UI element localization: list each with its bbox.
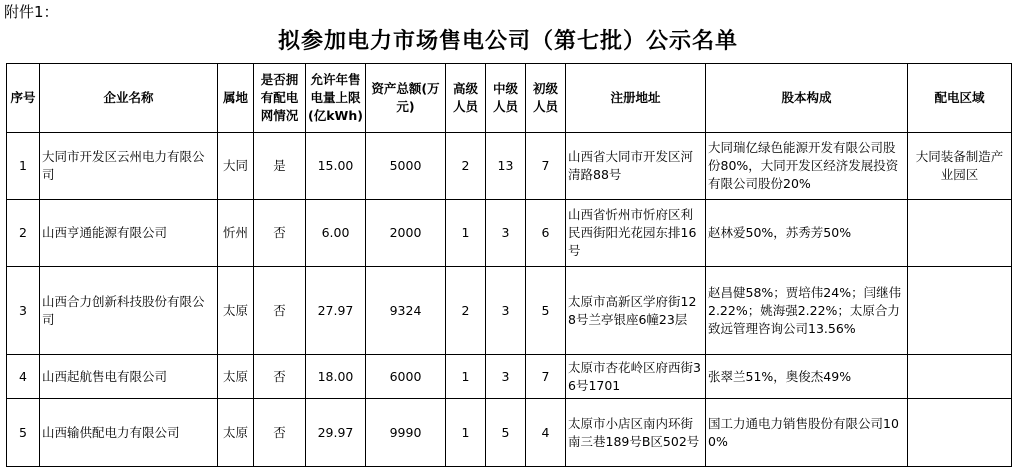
cell-mid: 3	[486, 200, 526, 267]
cell-distribution-area	[908, 200, 1012, 267]
cell-grid: 否	[254, 267, 306, 355]
header-name: 企业名称	[40, 64, 218, 133]
company-roster-table	[6, 63, 1012, 467]
cell-distribution-area	[908, 355, 1012, 399]
cell-assets: 9324	[366, 267, 446, 355]
cell-seq: 5	[7, 399, 40, 467]
cell-capacity: 15.00	[306, 133, 366, 200]
cell-address: 太原市小店区南内环街南三巷189号B区502号	[566, 399, 706, 467]
cell-junior: 5	[526, 267, 566, 355]
cell-distribution-area	[908, 399, 1012, 467]
cell-grid: 否	[254, 355, 306, 399]
cell-senior: 1	[446, 399, 486, 467]
header-mid: 中级人员	[486, 64, 526, 133]
cell-region: 太原	[218, 355, 254, 399]
cell-assets: 9990	[366, 399, 446, 467]
cell-address: 太原市杏花岭区府西街36号1701	[566, 355, 706, 399]
cell-capacity: 29.97	[306, 399, 366, 467]
cell-assets: 2000	[366, 200, 446, 267]
table-row	[7, 200, 1012, 267]
attachment-label: 附件1：	[4, 3, 59, 21]
header-address: 注册地址	[566, 64, 706, 133]
cell-mid: 3	[486, 267, 526, 355]
cell-mid: 3	[486, 355, 526, 399]
cell-address: 山西省忻州市忻府区利民西街阳光花园东排16号	[566, 200, 706, 267]
cell-seq: 3	[7, 267, 40, 355]
cell-senior: 1	[446, 200, 486, 267]
cell-shareholding: 大同瑞亿绿色能源开发有限公司股份80%，大同开发区经济发展投资有限公司股份20%	[706, 133, 908, 200]
header-distribution-area: 配电区域	[908, 64, 1012, 133]
cell-senior: 2	[446, 267, 486, 355]
table-row	[7, 133, 1012, 200]
table-header-row	[7, 64, 1012, 133]
cell-shareholding: 国工力通电力销售股份有限公司100%	[706, 399, 908, 467]
cell-distribution-area	[908, 267, 1012, 355]
cell-address: 太原市高新区学府街128号兰亭银座6幢23层	[566, 267, 706, 355]
cell-shareholding: 赵昌健58%；贾培伟24%；闫继伟2.22%；姚海强2.22%；太原合力致远管理咨询公司13.56%	[706, 267, 908, 355]
cell-assets: 6000	[366, 355, 446, 399]
cell-region: 忻州	[218, 200, 254, 267]
cell-grid: 否	[254, 200, 306, 267]
cell-name: 大同市开发区云州电力有限公司	[40, 133, 218, 200]
cell-region: 大同	[218, 133, 254, 200]
cell-mid: 13	[486, 133, 526, 200]
cell-junior: 4	[526, 399, 566, 467]
header-shareholding: 股本构成	[706, 64, 908, 133]
cell-mid: 5	[486, 399, 526, 467]
cell-region: 太原	[218, 399, 254, 467]
cell-distribution-area: 大同装备制造产业园区	[908, 133, 1012, 200]
page-title: 拟参加电力市场售电公司（第七批）公示名单	[277, 29, 738, 54]
cell-shareholding: 赵林爱50%，苏秀芳50%	[706, 200, 908, 267]
cell-name: 山西合力创新科技股份有限公司	[40, 267, 218, 355]
cell-capacity: 27.97	[306, 267, 366, 355]
table-row	[7, 355, 1012, 399]
cell-shareholding: 张翠兰51%，奥俊杰49%	[706, 355, 908, 399]
header-grid: 是否拥有配电网情况	[254, 64, 306, 133]
cell-name: 山西亨通能源有限公司	[40, 200, 218, 267]
header-capacity: 允许年售电量上限(亿kWh)	[306, 64, 366, 133]
cell-seq: 2	[7, 200, 40, 267]
cell-junior: 7	[526, 355, 566, 399]
header-junior: 初级人员	[526, 64, 566, 133]
header-senior: 高级人员	[446, 64, 486, 133]
cell-name: 山西输供配电力有限公司	[40, 399, 218, 467]
cell-senior: 2	[446, 133, 486, 200]
table-row	[7, 399, 1012, 467]
cell-name: 山西起航售电有限公司	[40, 355, 218, 399]
header-seq: 序号	[7, 64, 40, 133]
cell-junior: 6	[526, 200, 566, 267]
cell-region: 太原	[218, 267, 254, 355]
cell-seq: 1	[7, 133, 40, 200]
header-region: 属地	[218, 64, 254, 133]
header-assets: 资产总额(万元)	[366, 64, 446, 133]
cell-grid: 是	[254, 133, 306, 200]
table-row	[7, 267, 1012, 355]
cell-address: 山西省大同市开发区河清路88号	[566, 133, 706, 200]
cell-junior: 7	[526, 133, 566, 200]
cell-capacity: 6.00	[306, 200, 366, 267]
cell-grid: 否	[254, 399, 306, 467]
cell-seq: 4	[7, 355, 40, 399]
cell-senior: 1	[446, 355, 486, 399]
cell-capacity: 18.00	[306, 355, 366, 399]
cell-assets: 5000	[366, 133, 446, 200]
